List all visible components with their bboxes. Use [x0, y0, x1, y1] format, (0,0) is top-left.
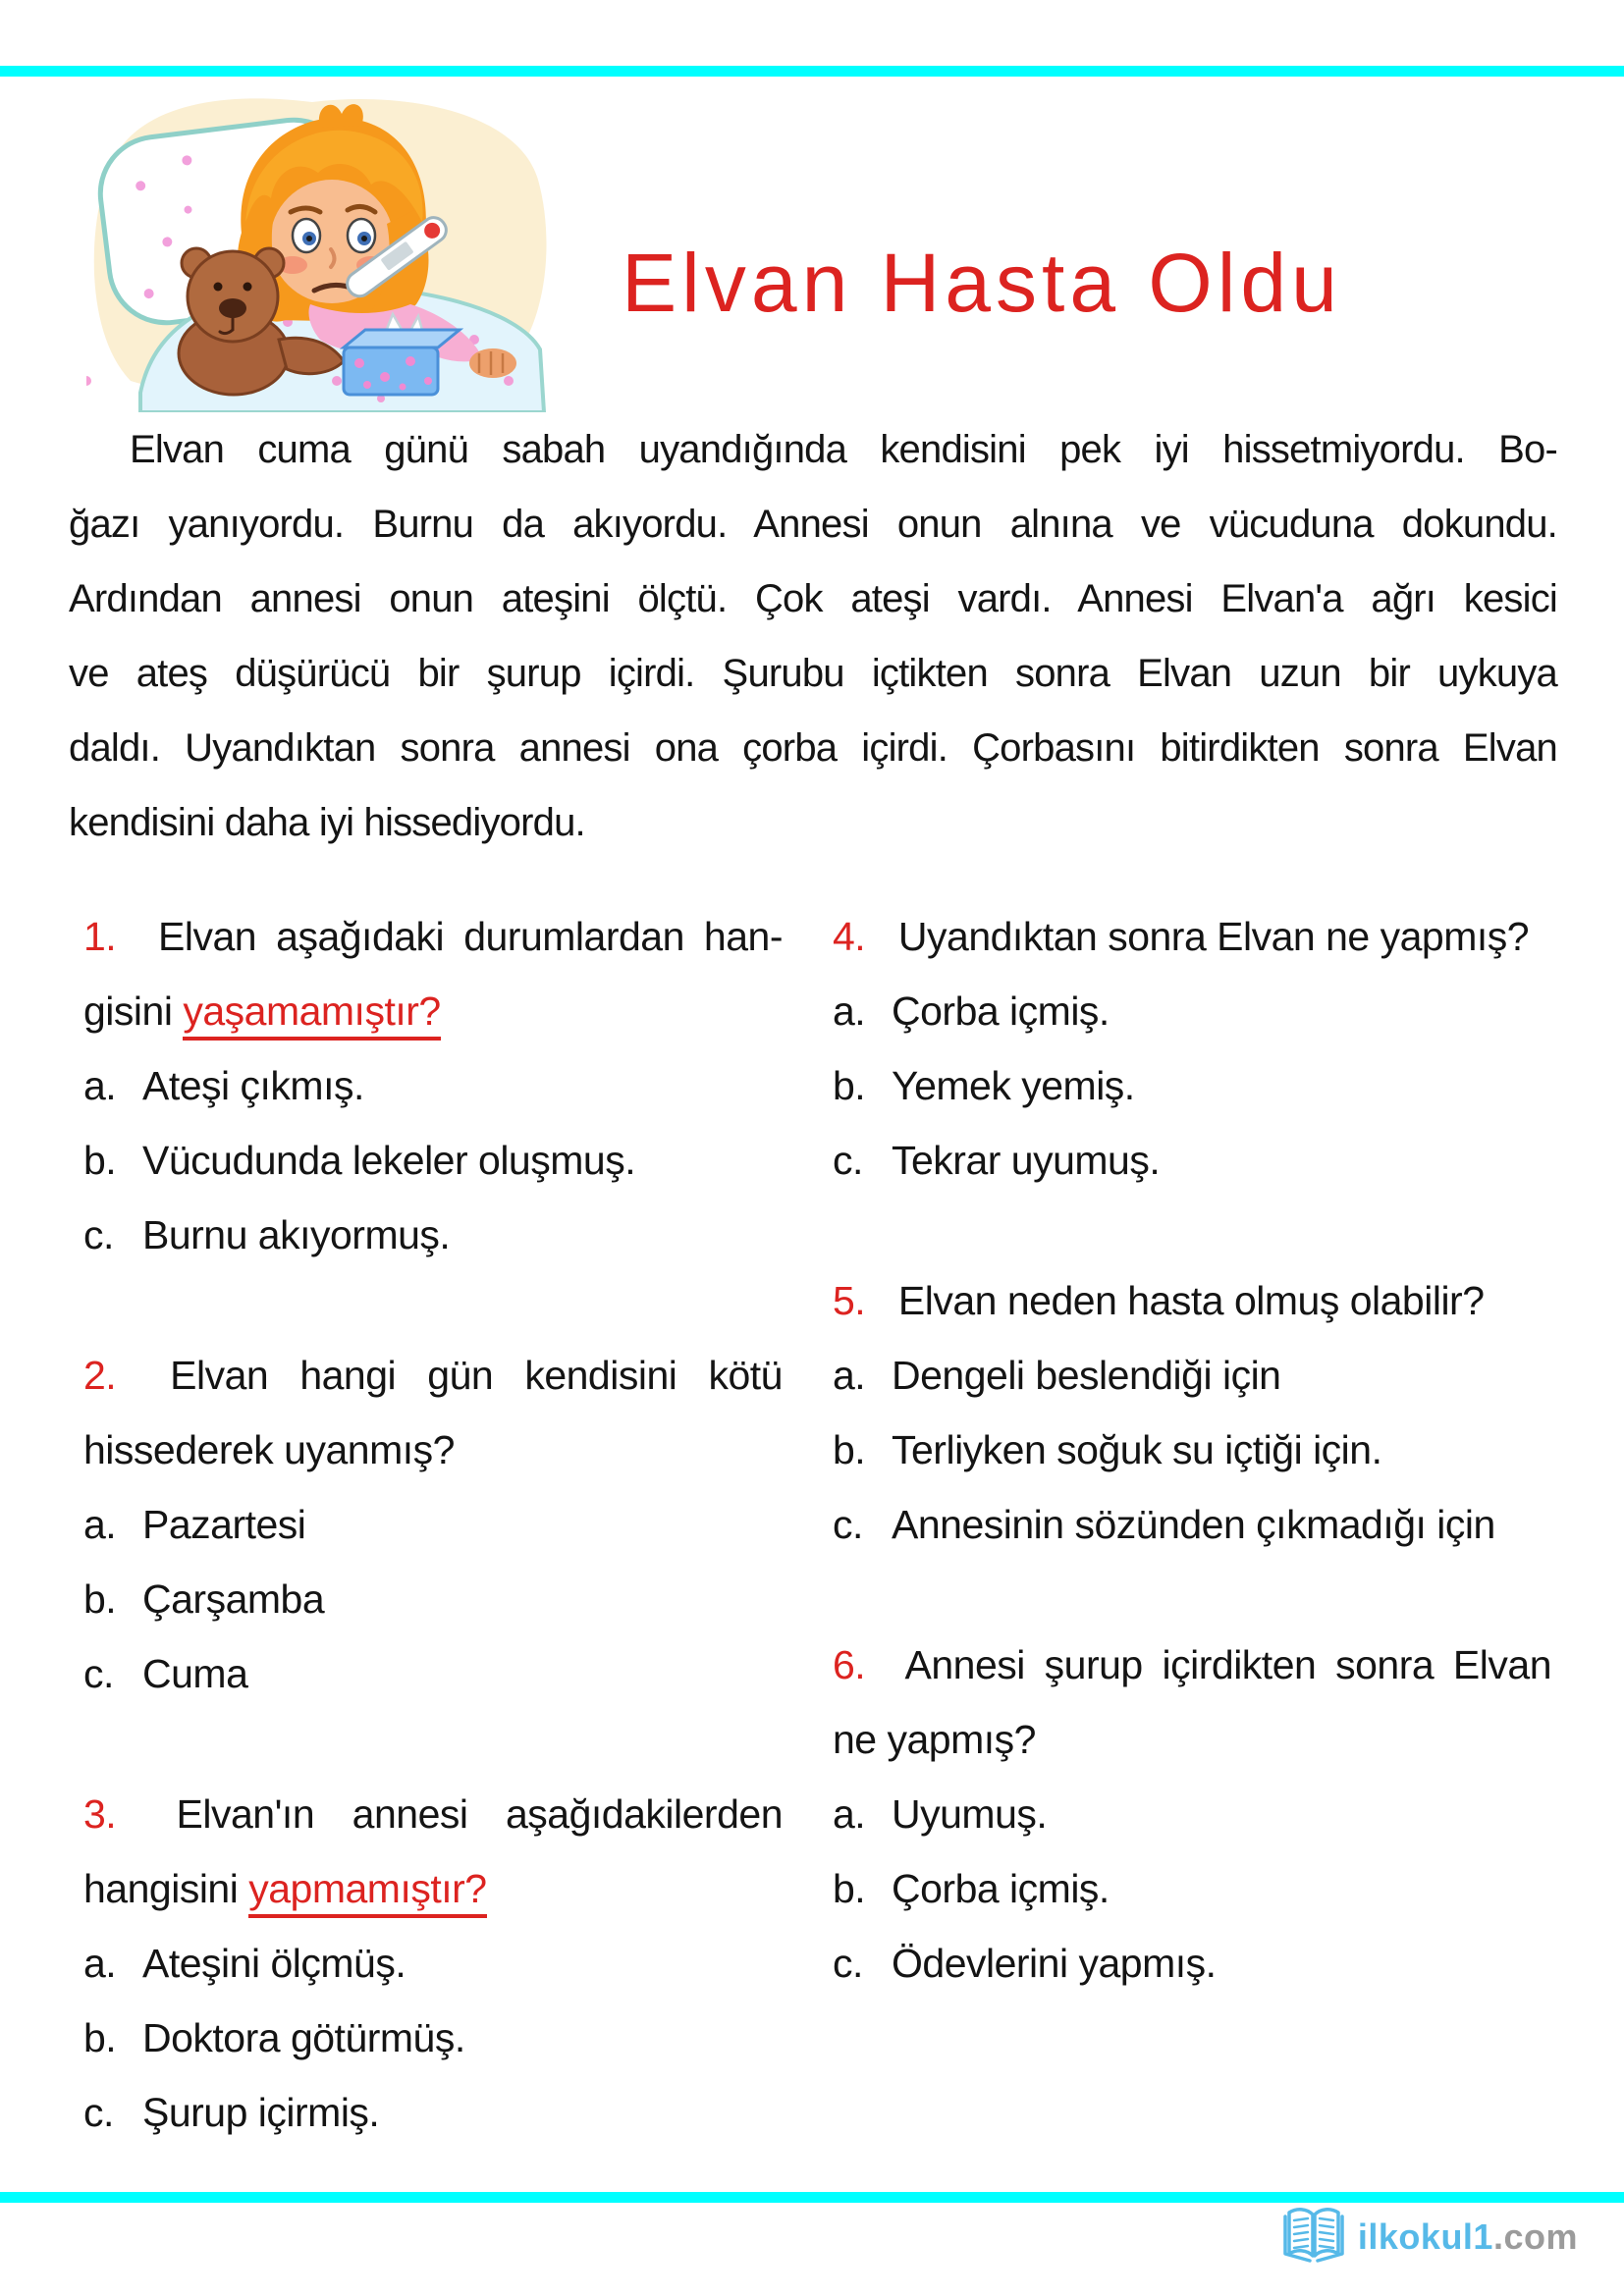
- story-line: ğazı yanıyordu. Burnu da akıyordu. Annesi onun alnına ve vücuduna dokundu.: [69, 503, 1557, 546]
- answer-option: [83, 1487, 783, 1562]
- question-keyword-underlined: yaşamamıştır?: [183, 988, 440, 1041]
- question-stem: [83, 1338, 783, 1413]
- sick-girl-illustration: [86, 86, 558, 417]
- question-number: 2.: [83, 1353, 117, 1398]
- question-stem: [83, 1413, 783, 1487]
- option-letter: a.: [833, 988, 866, 1034]
- page-title: Elvan Hasta Oldu: [622, 237, 1342, 329]
- question-text: Elvan neden hasta olmuş olabilir?: [897, 1278, 1485, 1323]
- option-letter: c.: [83, 1651, 114, 1696]
- answer-option: [833, 1413, 1551, 1487]
- answer-option: [833, 1926, 1551, 2001]
- option-letter: a.: [83, 1502, 117, 1547]
- question-number: 4.: [833, 914, 866, 959]
- option-letter: b.: [833, 1063, 866, 1108]
- answer-option: [833, 974, 1551, 1048]
- question-text: Elvan'ın annesi aşağıdakilerden: [176, 1791, 783, 1837]
- question-text: Elvan hangi gün kendisini kötü: [170, 1353, 783, 1398]
- option-text: Ateşini ölçmüş.: [142, 1941, 406, 1986]
- question-stem: [83, 1777, 783, 1851]
- option-text: Çorba içmiş.: [892, 1866, 1110, 1911]
- sick-girl-illustration-svg: [86, 86, 558, 412]
- question-4: [833, 899, 1551, 1198]
- question-6: [833, 1628, 1551, 2001]
- brand-text: [1358, 2216, 1578, 2258]
- answer-option: [833, 1777, 1551, 1851]
- question-number: 6.: [833, 1642, 866, 1687]
- answer-option: [83, 1198, 783, 1272]
- option-letter: c.: [833, 1941, 863, 1986]
- question-text: ne yapmış?: [833, 1717, 1036, 1762]
- bottom-border-bar: [0, 2192, 1624, 2203]
- brand-suffix: .com: [1492, 2216, 1578, 2257]
- option-text: Cuma: [142, 1651, 248, 1696]
- option-letter: b.: [83, 2015, 117, 2060]
- option-text: Burnu akıyormuş.: [142, 1212, 451, 1257]
- option-letter: c.: [833, 1138, 863, 1183]
- option-letter: a.: [83, 1063, 117, 1108]
- story-line: ve ateş düşürücü bir şurup içirdi. Şurubu içtikten sonra Elvan uzun bir uykuya: [69, 652, 1557, 695]
- question-2: [83, 1338, 783, 1711]
- brand-name: ilkokul1: [1357, 2216, 1493, 2257]
- option-text: Uyumuş.: [892, 1791, 1048, 1837]
- option-letter: a.: [83, 1941, 117, 1986]
- question-stem: [83, 1851, 783, 1926]
- questions-right-column: [833, 899, 1551, 2216]
- answer-option: [83, 1636, 783, 1711]
- question-number: 1.: [83, 914, 117, 959]
- question-stem: [833, 899, 1551, 974]
- option-letter: b.: [83, 1576, 117, 1622]
- option-text: Terliyken soğuk su içtiği için.: [892, 1427, 1382, 1472]
- answer-option: [83, 2075, 783, 2150]
- story-line: Elvan cuma günü sabah uyandığında kendisini pek iyi hissetmiyordu. Bo-: [130, 428, 1557, 471]
- question-stem: [83, 899, 783, 974]
- brand-logo-link[interactable]: [1279, 2205, 1578, 2269]
- hand: [469, 348, 516, 378]
- option-text: Tekrar uyumuş.: [892, 1138, 1161, 1183]
- option-text: Pazartesi: [142, 1502, 306, 1547]
- option-text: Vücudunda lekeler oluşmuş.: [142, 1138, 636, 1183]
- question-number: 5.: [833, 1278, 866, 1323]
- answer-option: [83, 1926, 783, 2001]
- question-text: hangisini: [83, 1866, 239, 1911]
- questions-left-column: [83, 899, 783, 2216]
- question-text: Annesi şurup içirdikten sonra Elvan: [904, 1642, 1551, 1687]
- story-line: Ardından annesi onun ateşini ölçtü. Çok ateşi vardı. Annesi Elvan'a ağrı kesici: [69, 577, 1557, 620]
- answer-option: [83, 1562, 783, 1636]
- answer-option: [833, 1338, 1551, 1413]
- option-text: Yemek yemiş.: [892, 1063, 1135, 1108]
- question-text: hissederek uyanmış?: [83, 1427, 455, 1472]
- option-text: Ödevlerini yapmış.: [892, 1941, 1217, 1986]
- option-letter: b.: [833, 1427, 866, 1472]
- question-stem: [833, 1702, 1551, 1777]
- option-text: Annesinin sözünden çıkmadığı için: [892, 1502, 1495, 1547]
- answer-option: [83, 1048, 783, 1123]
- question-keyword-underlined: yapmamıştır?: [248, 1866, 486, 1918]
- story-line: kendisini daha iyi hissediyordu.: [69, 801, 585, 844]
- question-text: Elvan aşağıdaki durumlardan han-: [158, 914, 783, 959]
- option-text: Çorba içmiş.: [892, 988, 1110, 1034]
- question-text: Uyandıktan sonra Elvan ne yapmış?: [897, 914, 1530, 959]
- option-text: Ateşi çıkmış.: [142, 1063, 364, 1108]
- option-letter: b.: [83, 1138, 117, 1183]
- question-3: [83, 1777, 783, 2150]
- open-book-icon: [1279, 2205, 1348, 2269]
- answer-option: [83, 2001, 783, 2075]
- top-border-bar: [0, 66, 1624, 77]
- questions-section: [83, 899, 1551, 2216]
- question-number: 3.: [83, 1791, 117, 1837]
- answer-option: [83, 1123, 783, 1198]
- question-text: gisini: [83, 988, 173, 1034]
- option-text: Doktora götürmüş.: [142, 2015, 465, 2060]
- question-5: [833, 1263, 1551, 1562]
- option-letter: a.: [833, 1791, 866, 1837]
- option-letter: c.: [833, 1502, 863, 1547]
- question-stem: [833, 1263, 1551, 1338]
- story-line: daldı. Uyandıktan sonra annesi ona çorba içirdi. Çorbasını bitirdikten sonra Elvan: [69, 726, 1557, 770]
- option-text: Çarşamba: [142, 1576, 325, 1622]
- answer-option: [833, 1123, 1551, 1198]
- answer-option: [833, 1487, 1551, 1562]
- option-text: Dengeli beslendiği için: [892, 1353, 1281, 1398]
- answer-option: [833, 1048, 1551, 1123]
- option-letter: b.: [833, 1866, 866, 1911]
- question-stem: [833, 1628, 1551, 1702]
- question-1: [83, 899, 783, 1272]
- answer-option: [833, 1851, 1551, 1926]
- option-text: Şurup içirmiş.: [142, 2090, 380, 2135]
- option-letter: a.: [833, 1353, 866, 1398]
- story-paragraph: [69, 412, 1557, 860]
- question-stem: [83, 974, 783, 1048]
- option-letter: c.: [83, 1212, 114, 1257]
- option-letter: c.: [83, 2090, 114, 2135]
